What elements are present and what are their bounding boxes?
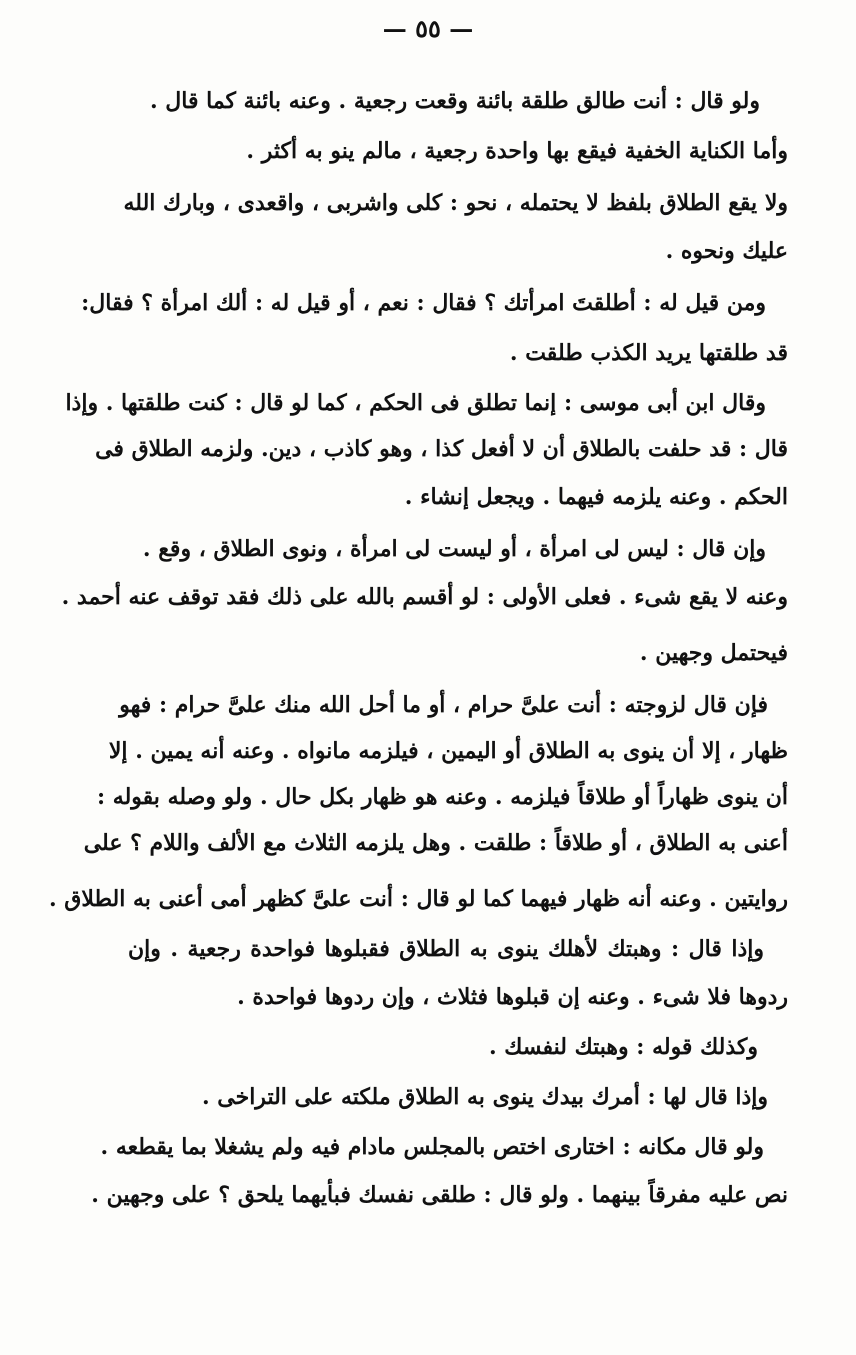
text-line: أعنى به الطلاق ، أو طلاقاً : طلقت . وهل يلزمه الثلاث مع الألف واللام ؟ على	[83, 830, 788, 856]
text-line: قال : قد حلفت بالطلاق أن لا أفعل كذا ، وهو كاذب ، دين. ولزمه الطلاق فى	[95, 436, 788, 462]
text-line: ردوها فلا شىء . وعنه إن قبلوها فثلاث ، وإن ردوها فواحدة .	[237, 984, 788, 1010]
text-line: قد طلقتها يريد الكذب طلقت .	[509, 340, 788, 366]
text-line: وقال ابن أبى موسى : إنما تطلق فى الحكم ، كما لو قال : كنت طلقتها . وإذا	[65, 390, 766, 416]
text-line: وإن قال : ليس لى امرأة ، أو ليست لى امرأة ، ونوى الطلاق ، وقع .	[142, 536, 766, 562]
text-line: وأما الكناية الخفية فيقع بها واحدة رجعية ، مالم ينو به أكثر .	[246, 138, 788, 164]
text-line: ومن قيل له : أطلقتَ امرأتك ؟ فقال : نعم ، أو قيل له : ألك امرأة ؟ فقال:	[81, 290, 766, 316]
text-line: ظهار ، إلا أن ينوى به الطلاق أو اليمين ، فيلزمه مانواه . وعنه أنه يمين . إلا	[108, 738, 788, 764]
text-line: وعنه لا يقع شىء . فعلى الأولى : لو أقسم بالله على ذلك فقد توقف عنه أحمد .	[61, 584, 788, 610]
text-line: الحكم . وعنه يلزمه فيهما . ويجعل إنشاء .	[404, 484, 788, 510]
text-line: عليك ونحوه .	[665, 238, 788, 264]
text-line: وكذلك قوله : وهبتك لنفسك .	[488, 1034, 758, 1060]
text-body	[48, 84, 788, 1224]
text-line: فيحتمل وجهين .	[639, 640, 788, 666]
text-line: وإذا قال لها : أمرك بيدك ينوى به الطلاق ملكته على التراخى .	[201, 1084, 768, 1110]
text-line: ولو قال مكانه : اختارى اختص بالمجلس مادام فيه ولم يشغلا بما يقطعه .	[100, 1134, 764, 1160]
text-line: أن ينوى ظهاراً أو طلاقاً فيلزمه . وعنه هو ظهار بكل حال . ولو وصله بقوله :	[97, 784, 788, 810]
text-line: روايتين . وعنه أنه ظهار فيهما كما لو قال : أنت علىَّ كظهر أمى أعنى به الطلاق .	[48, 886, 788, 912]
text-line: ولا يقع الطلاق بلفظ لا يحتمله ، نحو : كلى واشربى ، واقعدى ، وبارك الله	[123, 190, 788, 216]
text-line: وإذا قال : وهبتك لأهلك ينوى به الطلاق فقبلوها فواحدة رجعية . وإن	[128, 936, 764, 962]
text-line: نص عليه مفرقاً بينهما . ولو قال : طلقى نفسك فبأيهما يلحق ؟ على وجهين .	[91, 1182, 788, 1208]
page-number: — ٥٥ —	[382, 14, 474, 43]
text-line: ولو قال : أنت طالق طلقة بائنة وقعت رجعية . وعنه بائنة كما قال .	[149, 88, 760, 114]
text-line: فإن قال لزوجته : أنت علىَّ حرام ، أو ما أحل الله منك علىَّ حرام : فهو	[119, 692, 768, 718]
